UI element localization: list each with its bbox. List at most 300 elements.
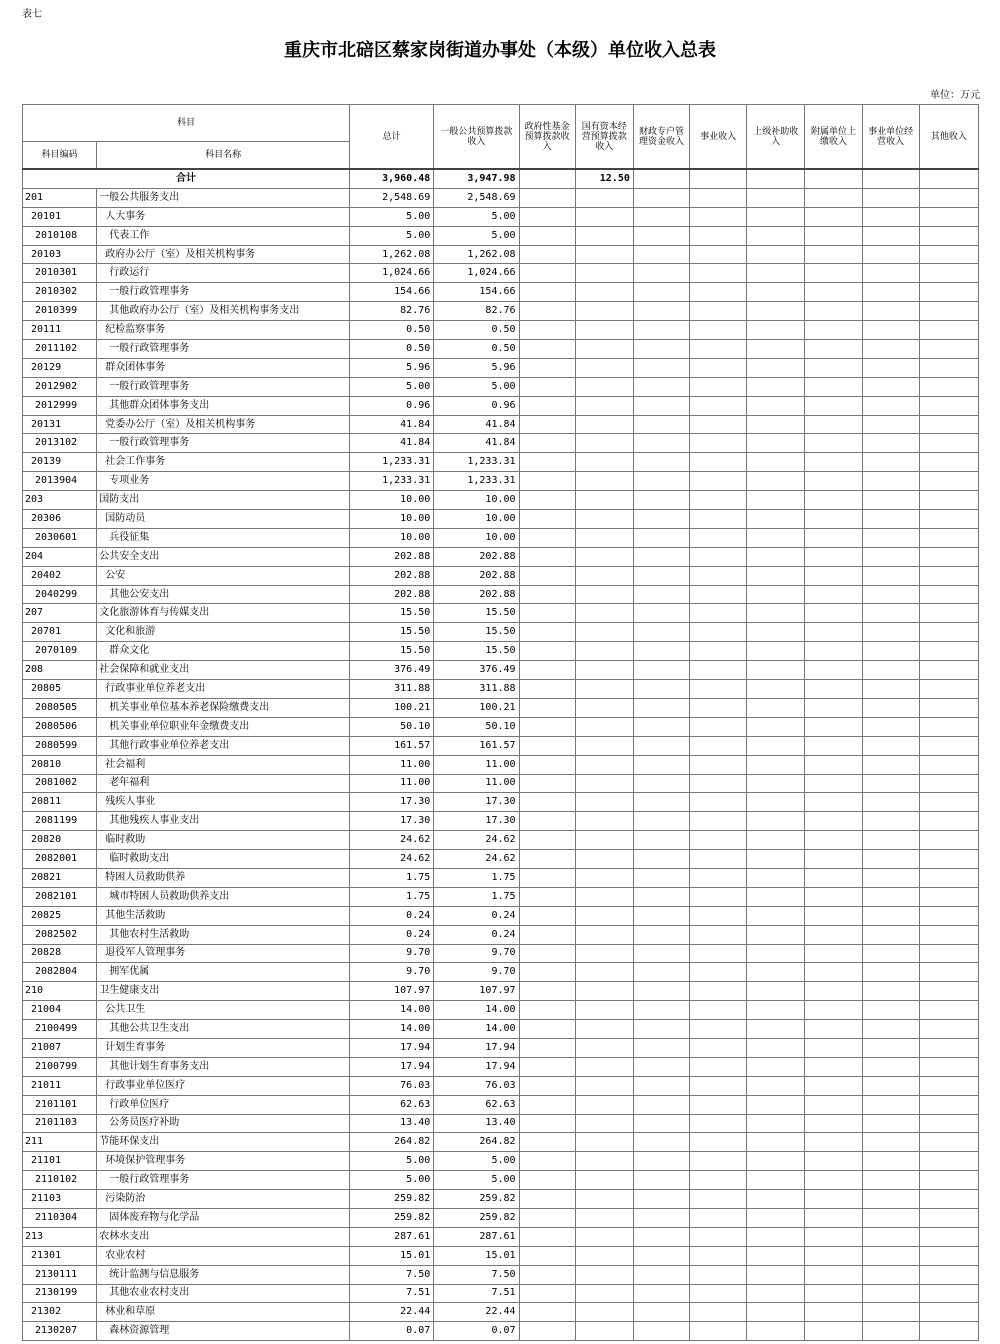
empty-cell <box>919 415 978 434</box>
empty-cell <box>747 736 805 755</box>
empty-cell <box>690 680 747 699</box>
empty-cell <box>919 566 978 585</box>
subject-code-cell: 2082804 <box>23 963 97 982</box>
empty-cell <box>862 528 919 547</box>
total-cell: 9.70 <box>350 944 434 963</box>
empty-cell <box>575 472 633 491</box>
table-row <box>23 1246 979 1265</box>
unit-label: 单位：万元 <box>930 90 980 101</box>
general-budget-cell: 7.51 <box>434 1284 519 1303</box>
empty-cell <box>747 850 805 869</box>
empty-cell <box>575 982 633 1001</box>
subject-code-cell: 2012999 <box>23 396 97 415</box>
empty-cell <box>690 850 747 869</box>
table-row <box>23 358 979 377</box>
empty-cell <box>862 340 919 359</box>
col-header-operating-income: 事业单位经营收入 <box>862 105 919 170</box>
empty-cell <box>747 623 805 642</box>
empty-cell <box>519 774 575 793</box>
empty-cell <box>690 188 747 207</box>
empty-cell <box>633 283 689 302</box>
subject-name-cell: 行政单位医疗 <box>97 1095 350 1114</box>
empty-cell <box>862 1076 919 1095</box>
empty-cell <box>633 226 689 245</box>
empty-cell <box>633 1038 689 1057</box>
table-row <box>23 642 979 661</box>
empty-cell <box>519 944 575 963</box>
empty-cell <box>747 510 805 529</box>
empty-cell <box>805 755 862 774</box>
empty-cell <box>690 1227 747 1246</box>
empty-cell <box>862 1038 919 1057</box>
empty-cell <box>519 963 575 982</box>
empty-cell <box>633 302 689 321</box>
empty-cell <box>690 1038 747 1057</box>
empty-cell <box>519 1114 575 1133</box>
general-budget-cell: 14.00 <box>434 1001 519 1020</box>
empty-cell <box>575 755 633 774</box>
empty-cell <box>633 264 689 283</box>
empty-cell <box>862 1133 919 1152</box>
empty-cell <box>575 302 633 321</box>
subject-name-cell: 其他生活救助 <box>97 906 350 925</box>
table-row <box>23 1303 979 1322</box>
empty-cell <box>575 510 633 529</box>
subject-name-cell: 行政事业单位医疗 <box>97 1076 350 1095</box>
empty-cell <box>747 1246 805 1265</box>
subject-name-cell: 统计监测与信息服务 <box>97 1265 350 1284</box>
table-row <box>23 755 979 774</box>
empty-cell <box>805 604 862 623</box>
empty-cell <box>519 887 575 906</box>
subject-name-cell: 社会福利 <box>97 755 350 774</box>
empty-cell <box>519 396 575 415</box>
empty-cell <box>919 1038 978 1057</box>
empty-cell <box>805 396 862 415</box>
table-header <box>23 105 979 170</box>
subject-name-cell: 一般行政管理事务 <box>97 434 350 453</box>
empty-cell <box>633 1265 689 1284</box>
subject-code-cell: 21301 <box>23 1246 97 1265</box>
empty-cell <box>805 1227 862 1246</box>
subject-code-cell: 2040299 <box>23 585 97 604</box>
subject-code-cell: 2082101 <box>23 887 97 906</box>
empty-cell <box>805 1114 862 1133</box>
empty-cell <box>633 925 689 944</box>
empty-cell <box>575 1227 633 1246</box>
empty-cell <box>919 906 978 925</box>
empty-cell <box>575 264 633 283</box>
empty-cell <box>862 283 919 302</box>
empty-cell <box>575 623 633 642</box>
empty-cell <box>919 358 978 377</box>
empty-cell <box>633 510 689 529</box>
table-row <box>23 1038 979 1057</box>
total-cell: 161.57 <box>350 736 434 755</box>
subject-name-cell: 环境保护管理事务 <box>97 1152 350 1171</box>
subject-name-cell: 老年福利 <box>97 774 350 793</box>
empty-cell <box>805 510 862 529</box>
empty-cell <box>633 453 689 472</box>
general-budget-cell: 5.00 <box>434 1171 519 1190</box>
empty-cell <box>690 1095 747 1114</box>
subject-code-cell: 20306 <box>23 510 97 529</box>
empty-cell <box>690 510 747 529</box>
empty-cell <box>519 925 575 944</box>
empty-cell <box>805 1246 862 1265</box>
empty-cell <box>633 642 689 661</box>
empty-cell <box>747 340 805 359</box>
empty-cell <box>862 623 919 642</box>
subject-code-cell: 20101 <box>23 207 97 226</box>
empty-cell <box>862 491 919 510</box>
empty-cell <box>805 453 862 472</box>
empty-cell <box>575 491 633 510</box>
subject-name-cell: 临时救助 <box>97 831 350 850</box>
table-row <box>23 434 979 453</box>
empty-cell <box>633 1001 689 1020</box>
subject-name-cell: 机关事业单位基本养老保险缴费支出 <box>97 698 350 717</box>
empty-cell <box>633 812 689 831</box>
empty-cell <box>862 1057 919 1076</box>
subject-name-cell: 代表工作 <box>97 226 350 245</box>
table-row <box>23 661 979 680</box>
empty-cell <box>862 982 919 1001</box>
empty-cell <box>633 245 689 264</box>
empty-cell <box>519 1001 575 1020</box>
empty-cell <box>919 925 978 944</box>
empty-cell <box>690 1076 747 1095</box>
empty-cell <box>747 1057 805 1076</box>
table-row <box>23 793 979 812</box>
subject-name-cell: 污染防治 <box>97 1190 350 1209</box>
total-cell: 7.51 <box>350 1284 434 1303</box>
empty-cell <box>575 377 633 396</box>
subject-name-cell: 林业和草原 <box>97 1303 350 1322</box>
total-cell: 9.70 <box>350 963 434 982</box>
empty-cell <box>633 850 689 869</box>
empty-cell <box>519 661 575 680</box>
empty-cell <box>862 1095 919 1114</box>
subject-code-cell: 2100799 <box>23 1057 97 1076</box>
empty-cell <box>862 944 919 963</box>
subject-code-cell: 21004 <box>23 1001 97 1020</box>
empty-cell <box>519 1133 575 1152</box>
empty-cell <box>862 1171 919 1190</box>
empty-cell <box>747 472 805 491</box>
empty-cell <box>919 1020 978 1039</box>
table-row <box>23 906 979 925</box>
subject-name-cell: 退役军人管理事务 <box>97 944 350 963</box>
empty-cell <box>862 831 919 850</box>
empty-cell <box>633 982 689 1001</box>
total-value <box>633 169 689 188</box>
empty-cell <box>805 415 862 434</box>
table-row <box>23 774 979 793</box>
empty-cell <box>919 264 978 283</box>
empty-cell <box>519 226 575 245</box>
empty-cell <box>805 887 862 906</box>
empty-cell <box>690 302 747 321</box>
empty-cell <box>633 434 689 453</box>
empty-cell <box>862 226 919 245</box>
total-cell: 14.00 <box>350 1020 434 1039</box>
empty-cell <box>862 1284 919 1303</box>
empty-cell <box>690 887 747 906</box>
empty-cell <box>919 1152 978 1171</box>
empty-cell <box>575 226 633 245</box>
empty-cell <box>747 887 805 906</box>
total-cell: 202.88 <box>350 585 434 604</box>
empty-cell <box>747 491 805 510</box>
empty-cell <box>805 547 862 566</box>
empty-cell <box>862 642 919 661</box>
table-row <box>23 396 979 415</box>
empty-cell <box>919 1227 978 1246</box>
empty-cell <box>690 340 747 359</box>
empty-cell <box>519 358 575 377</box>
empty-cell <box>747 528 805 547</box>
empty-cell <box>633 585 689 604</box>
empty-cell <box>690 604 747 623</box>
empty-cell <box>805 264 862 283</box>
total-cell: 14.00 <box>350 1001 434 1020</box>
empty-cell <box>747 377 805 396</box>
empty-cell <box>919 868 978 887</box>
empty-cell <box>690 925 747 944</box>
total-cell: 376.49 <box>350 661 434 680</box>
empty-cell <box>747 207 805 226</box>
empty-cell <box>919 812 978 831</box>
table-row <box>23 982 979 1001</box>
empty-cell <box>690 793 747 812</box>
empty-cell <box>633 188 689 207</box>
total-cell: 17.94 <box>350 1057 434 1076</box>
subject-name-cell: 公安 <box>97 566 350 585</box>
general-budget-cell: 100.21 <box>434 698 519 717</box>
empty-cell <box>519 1152 575 1171</box>
empty-cell <box>575 812 633 831</box>
empty-cell <box>747 982 805 1001</box>
empty-cell <box>690 472 747 491</box>
total-cell: 1.75 <box>350 887 434 906</box>
empty-cell <box>575 944 633 963</box>
empty-cell <box>747 1076 805 1095</box>
empty-cell <box>690 642 747 661</box>
total-cell: 287.61 <box>350 1227 434 1246</box>
total-row <box>23 169 979 188</box>
subject-name-cell: 党委办公厅（室）及相关机构事务 <box>97 415 350 434</box>
empty-cell <box>747 717 805 736</box>
empty-cell <box>919 547 978 566</box>
general-budget-cell: 17.30 <box>434 793 519 812</box>
empty-cell <box>633 1208 689 1227</box>
empty-cell <box>519 793 575 812</box>
subject-code-cell: 2110304 <box>23 1208 97 1227</box>
general-budget-cell: 202.88 <box>434 547 519 566</box>
empty-cell <box>747 1171 805 1190</box>
subject-name-cell: 残疾人事业 <box>97 793 350 812</box>
empty-cell <box>519 207 575 226</box>
empty-cell <box>747 321 805 340</box>
table-row <box>23 1322 979 1341</box>
empty-cell <box>862 717 919 736</box>
empty-cell <box>690 944 747 963</box>
table-row <box>23 1227 979 1246</box>
subject-code-cell: 20111 <box>23 321 97 340</box>
empty-cell <box>747 453 805 472</box>
subject-name-cell: 一般行政管理事务 <box>97 283 350 302</box>
general-budget-cell: 5.00 <box>434 207 519 226</box>
table-row <box>23 698 979 717</box>
general-budget-cell: 1,262.08 <box>434 245 519 264</box>
table-row <box>23 1190 979 1209</box>
general-budget-cell: 5.00 <box>434 377 519 396</box>
total-value <box>862 169 919 188</box>
empty-cell <box>862 264 919 283</box>
empty-cell <box>575 547 633 566</box>
empty-cell <box>633 1076 689 1095</box>
empty-cell <box>519 1190 575 1209</box>
empty-cell <box>519 1171 575 1190</box>
table-row <box>23 321 979 340</box>
empty-cell <box>747 944 805 963</box>
empty-cell <box>519 1076 575 1095</box>
general-budget-cell: 41.84 <box>434 415 519 434</box>
empty-cell <box>919 1076 978 1095</box>
empty-cell <box>747 1284 805 1303</box>
empty-cell <box>805 850 862 869</box>
empty-cell <box>690 1284 747 1303</box>
empty-cell <box>747 358 805 377</box>
empty-cell <box>747 774 805 793</box>
general-budget-cell: 17.94 <box>434 1038 519 1057</box>
subject-code-cell: 2010108 <box>23 226 97 245</box>
subject-name-cell: 其他群众团体事务支出 <box>97 396 350 415</box>
empty-cell <box>862 774 919 793</box>
empty-cell <box>747 963 805 982</box>
empty-cell <box>919 1208 978 1227</box>
empty-cell <box>575 1246 633 1265</box>
col-header-special-account: 财政专户管理资金收入 <box>633 105 689 170</box>
empty-cell <box>575 434 633 453</box>
empty-cell <box>690 377 747 396</box>
empty-cell <box>690 1171 747 1190</box>
empty-cell <box>690 1152 747 1171</box>
empty-cell <box>519 340 575 359</box>
empty-cell <box>747 1208 805 1227</box>
total-value <box>690 169 747 188</box>
empty-cell <box>690 245 747 264</box>
empty-cell <box>633 1152 689 1171</box>
empty-cell <box>805 1057 862 1076</box>
empty-cell <box>519 1038 575 1057</box>
empty-cell <box>805 1095 862 1114</box>
empty-cell <box>919 453 978 472</box>
empty-cell <box>575 698 633 717</box>
subject-name-cell: 农业农村 <box>97 1246 350 1265</box>
table-row <box>23 1208 979 1227</box>
empty-cell <box>575 1095 633 1114</box>
empty-cell <box>747 1133 805 1152</box>
empty-cell <box>805 472 862 491</box>
total-cell: 11.00 <box>350 774 434 793</box>
empty-cell <box>919 661 978 680</box>
empty-cell <box>575 1322 633 1341</box>
empty-cell <box>862 736 919 755</box>
subject-name-cell: 纪检监察事务 <box>97 321 350 340</box>
subject-name-cell: 其他农村生活救助 <box>97 925 350 944</box>
subject-code-cell: 21103 <box>23 1190 97 1209</box>
empty-cell <box>862 1303 919 1322</box>
empty-cell <box>690 717 747 736</box>
empty-cell <box>519 264 575 283</box>
general-budget-cell: 5.00 <box>434 226 519 245</box>
empty-cell <box>747 1001 805 1020</box>
empty-cell <box>633 472 689 491</box>
empty-cell <box>805 321 862 340</box>
empty-cell <box>575 245 633 264</box>
empty-cell <box>519 585 575 604</box>
empty-cell <box>575 396 633 415</box>
subject-code-cell: 21011 <box>23 1076 97 1095</box>
empty-cell <box>747 680 805 699</box>
table-row <box>23 1265 979 1284</box>
total-cell: 15.50 <box>350 623 434 642</box>
table-row <box>23 604 979 623</box>
general-budget-cell: 10.00 <box>434 528 519 547</box>
empty-cell <box>862 755 919 774</box>
subject-name-cell: 人大事务 <box>97 207 350 226</box>
empty-cell <box>747 302 805 321</box>
empty-cell <box>805 1171 862 1190</box>
empty-cell <box>862 906 919 925</box>
subject-name-cell: 一般行政管理事务 <box>97 377 350 396</box>
empty-cell <box>805 188 862 207</box>
empty-cell <box>805 925 862 944</box>
empty-cell <box>747 642 805 661</box>
total-value <box>805 169 862 188</box>
empty-cell <box>633 377 689 396</box>
table-row <box>23 340 979 359</box>
empty-cell <box>919 472 978 491</box>
empty-cell <box>633 1020 689 1039</box>
total-cell: 100.21 <box>350 698 434 717</box>
general-budget-cell: 376.49 <box>434 661 519 680</box>
col-header-subordinate-remit: 附属单位上缴收入 <box>805 105 862 170</box>
table-row <box>23 226 979 245</box>
empty-cell <box>690 1246 747 1265</box>
table-row <box>23 680 979 699</box>
table-row <box>23 302 979 321</box>
empty-cell <box>575 283 633 302</box>
empty-cell <box>519 491 575 510</box>
code-header: 科目编码 <box>23 142 97 170</box>
empty-cell <box>575 868 633 887</box>
empty-cell <box>862 1020 919 1039</box>
subject-name-cell: 社会保障和就业支出 <box>97 661 350 680</box>
empty-cell <box>919 245 978 264</box>
empty-cell <box>690 831 747 850</box>
empty-cell <box>862 604 919 623</box>
general-budget-cell: 17.30 <box>434 812 519 831</box>
subject-name-cell: 其他农业农村支出 <box>97 1284 350 1303</box>
table-row <box>23 585 979 604</box>
subject-name-cell: 公共安全支出 <box>97 547 350 566</box>
empty-cell <box>690 868 747 887</box>
total-cell: 17.30 <box>350 812 434 831</box>
table-row <box>23 528 979 547</box>
